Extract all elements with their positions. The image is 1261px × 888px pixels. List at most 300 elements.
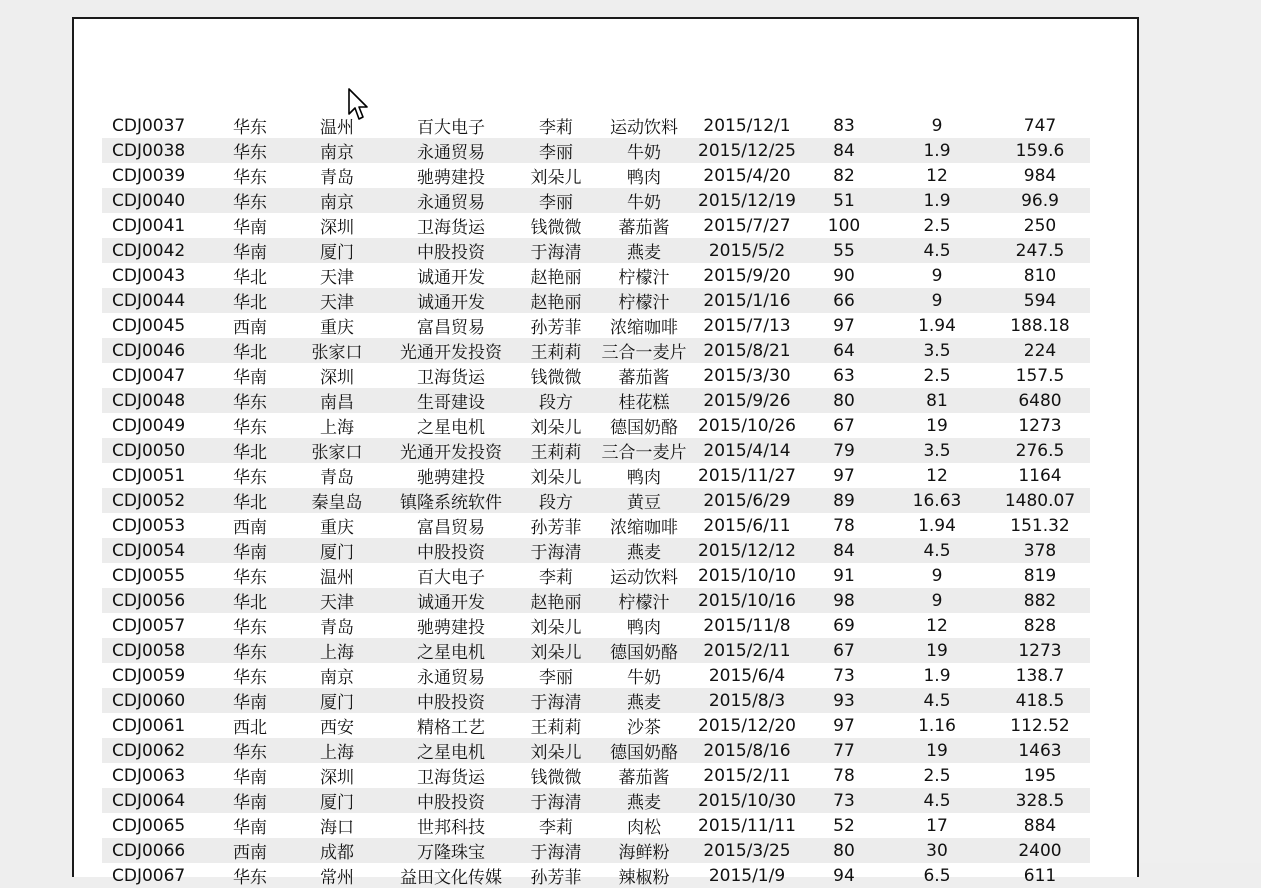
- table-row: [102, 113, 1090, 138]
- cell-date: 2015/6/4: [708, 665, 786, 686]
- cell-qty: 89: [804, 488, 884, 513]
- cell-region: 华南: [214, 788, 286, 813]
- cell-price: 3.5: [884, 338, 990, 363]
- cell-person: 赵艳丽: [514, 288, 598, 313]
- table-row: [102, 588, 1090, 613]
- cell-id: CDJ0043: [112, 265, 186, 286]
- cell-amount: 418.5: [990, 688, 1090, 713]
- cell-qty: 63: [833, 365, 855, 386]
- cell-price: 17: [926, 815, 948, 836]
- cell-region: 华北: [214, 438, 286, 463]
- cell-date: 2015/12/25: [690, 138, 804, 163]
- cell-product: 三合一麦片: [598, 338, 690, 363]
- cell-company: 益田文化传媒: [400, 868, 502, 888]
- cell-id: CDJ0060: [102, 688, 214, 713]
- cell-amount: 882: [990, 588, 1090, 613]
- cell-qty: 100: [827, 215, 861, 236]
- cell-amount: 1463: [990, 738, 1090, 763]
- cell-qty: 98: [804, 588, 884, 613]
- cell-amount: 1273: [1018, 415, 1062, 436]
- cell-amount: 6480: [990, 388, 1090, 413]
- cell-region: 西南: [233, 318, 267, 338]
- cell-region: 华北: [214, 288, 286, 313]
- cell-id: CDJ0064: [102, 788, 214, 813]
- cell-qty: 97: [833, 315, 855, 336]
- cell-company: 中股投资: [388, 238, 514, 263]
- cell-amount: 884: [1023, 815, 1057, 836]
- cell-person: 刘朵儿: [530, 468, 582, 488]
- cell-amount: 378: [990, 538, 1090, 563]
- cell-city: 深圳: [320, 768, 354, 788]
- cell-id: CDJ0037: [112, 115, 186, 136]
- cell-person: 于海清: [514, 838, 598, 863]
- cell-city: 重庆: [320, 518, 354, 538]
- cell-city: 温州: [320, 118, 354, 138]
- cell-company: 富昌贸易: [417, 318, 485, 338]
- cell-id: CDJ0066: [102, 838, 214, 863]
- cell-city: 上海: [286, 738, 388, 763]
- cell-region: 西北: [233, 718, 267, 738]
- cell-product: 肉松: [627, 818, 661, 838]
- print-preview-page: [72, 17, 1139, 888]
- cell-price: 19: [926, 415, 948, 436]
- cell-company: 生哥建设: [388, 388, 514, 413]
- cell-id: CDJ0047: [112, 365, 186, 386]
- table-row: [102, 313, 1090, 338]
- cell-city: 温州: [320, 568, 354, 588]
- cell-region: 华北: [214, 338, 286, 363]
- cell-company: 中股投资: [388, 538, 514, 563]
- cell-product: 海鲜粉: [598, 838, 690, 863]
- table-row: [102, 863, 1090, 888]
- cell-date: 2015/3/30: [703, 365, 791, 386]
- table-row: [102, 363, 1090, 388]
- cell-amount: 984: [1023, 165, 1057, 186]
- cell-price: 19: [884, 738, 990, 763]
- cell-id: CDJ0049: [112, 415, 186, 436]
- cell-price: 2.5: [923, 365, 951, 386]
- table-row: [102, 663, 1090, 688]
- cell-product: 燕麦: [598, 688, 690, 713]
- cell-qty: 93: [804, 688, 884, 713]
- cell-company: 驰骋建投: [417, 618, 485, 638]
- cell-amount: 250: [1023, 215, 1057, 236]
- cell-company: 卫海货运: [417, 768, 485, 788]
- cell-price: 4.5: [884, 688, 990, 713]
- cell-company: 驰骋建投: [417, 168, 485, 188]
- cell-date: 2015/3/25: [690, 838, 804, 863]
- cell-person: 钱微微: [530, 218, 582, 238]
- cell-id: CDJ0040: [102, 188, 214, 213]
- cell-company: 百大电子: [417, 118, 485, 138]
- table-row: [102, 463, 1090, 488]
- cell-city: 南京: [320, 668, 354, 688]
- cell-person: 赵艳丽: [530, 268, 582, 288]
- cell-price: 12: [926, 465, 948, 486]
- cell-person: 孙芳菲: [530, 868, 582, 888]
- cell-city: 深圳: [320, 218, 354, 238]
- cell-product: 燕麦: [598, 788, 690, 813]
- cell-region: 华东: [233, 618, 267, 638]
- cell-company: 中股投资: [388, 788, 514, 813]
- window-background: [1140, 0, 1261, 863]
- cell-city: 上海: [320, 418, 354, 438]
- cell-person: 刘朵儿: [530, 618, 582, 638]
- cell-city: 张家口: [286, 338, 388, 363]
- cell-price: 1.9: [923, 665, 951, 686]
- cell-person: 钱微微: [530, 368, 582, 388]
- cell-city: 张家口: [286, 438, 388, 463]
- cell-id: CDJ0065: [112, 815, 186, 836]
- cell-company: 之星电机: [417, 418, 485, 438]
- cell-product: 蕃茄酱: [618, 218, 670, 238]
- cell-id: CDJ0039: [112, 165, 186, 186]
- cell-product: 黄豆: [598, 488, 690, 513]
- cell-price: 1.9: [884, 138, 990, 163]
- cell-person: 王莉莉: [514, 338, 598, 363]
- cell-city: 青岛: [320, 618, 354, 638]
- cell-product: 牛奶: [598, 138, 690, 163]
- cell-qty: 83: [833, 115, 855, 136]
- cell-product: 鸭肉: [627, 468, 661, 488]
- cell-id: CDJ0042: [102, 238, 214, 263]
- cell-region: 西南: [214, 838, 286, 863]
- cell-id: CDJ0056: [102, 588, 214, 613]
- table-row: [102, 288, 1090, 313]
- cell-price: 9: [931, 265, 943, 286]
- cell-region: 华东: [214, 188, 286, 213]
- cell-region: 华南: [233, 768, 267, 788]
- cell-amount: 819: [1023, 565, 1057, 586]
- cell-city: 海口: [320, 818, 354, 838]
- cell-amount: 2400: [990, 838, 1090, 863]
- cell-city: 秦皇岛: [286, 488, 388, 513]
- table-row: [102, 738, 1090, 763]
- cell-person: 赵艳丽: [514, 588, 598, 613]
- cell-company: 百大电子: [417, 568, 485, 588]
- cell-qty: 84: [804, 138, 884, 163]
- cell-qty: 67: [804, 638, 884, 663]
- cell-company: 永通贸易: [388, 138, 514, 163]
- cell-city: 青岛: [320, 168, 354, 188]
- cell-price: 1.94: [918, 515, 956, 536]
- cell-qty: 84: [804, 538, 884, 563]
- cell-product: 桂花糕: [598, 388, 690, 413]
- cell-product: 德国奶酪: [598, 638, 690, 663]
- cell-id: CDJ0053: [112, 515, 186, 536]
- cell-date: 2015/7/27: [703, 215, 791, 236]
- cell-product: 鸭肉: [627, 168, 661, 188]
- table-row: [102, 688, 1090, 713]
- cell-amount: 611: [1023, 865, 1057, 886]
- cell-date: 2015/10/16: [690, 588, 804, 613]
- table-row: [102, 838, 1090, 863]
- cell-city: 厦门: [286, 688, 388, 713]
- cell-date: 2015/12/1: [703, 115, 791, 136]
- cell-id: CDJ0044: [102, 288, 214, 313]
- cell-person: 李丽: [539, 668, 573, 688]
- cell-date: 2015/5/2: [690, 238, 804, 263]
- cell-date: 2015/9/26: [690, 388, 804, 413]
- cell-amount: 810: [1023, 265, 1057, 286]
- cell-id: CDJ0067: [112, 865, 186, 886]
- cell-region: 华东: [214, 138, 286, 163]
- cell-qty: 67: [833, 415, 855, 436]
- cell-id: CDJ0062: [102, 738, 214, 763]
- cell-company: 诚通开发: [388, 588, 514, 613]
- cell-product: 浓缩咖啡: [610, 518, 678, 538]
- cell-price: 30: [884, 838, 990, 863]
- cell-product: 柠檬汁: [598, 588, 690, 613]
- cell-company: 永通贸易: [417, 668, 485, 688]
- cell-person: 于海清: [514, 538, 598, 563]
- cell-city: 南昌: [286, 388, 388, 413]
- cell-date: 2015/9/20: [703, 265, 791, 286]
- cell-amount: 594: [990, 288, 1090, 313]
- table-row: [102, 138, 1090, 163]
- cell-price: 9: [931, 565, 943, 586]
- data-table: [102, 113, 1090, 888]
- cell-company: 驰骋建投: [417, 468, 485, 488]
- cell-price: 2.5: [923, 765, 951, 786]
- cell-qty: 78: [833, 765, 855, 786]
- cell-company: 万隆珠宝: [388, 838, 514, 863]
- cell-qty: 73: [833, 665, 855, 686]
- table-row: [102, 613, 1090, 638]
- cell-date: 2015/8/3: [690, 688, 804, 713]
- cell-person: 孙芳菲: [530, 518, 582, 538]
- cell-qty: 64: [804, 338, 884, 363]
- cell-price: 12: [926, 165, 948, 186]
- cell-company: 诚通开发: [388, 288, 514, 313]
- cell-person: 王莉莉: [514, 438, 598, 463]
- cell-qty: 97: [833, 715, 855, 736]
- table-row: [102, 538, 1090, 563]
- cell-region: 华南: [233, 218, 267, 238]
- cell-company: 世邦科技: [417, 818, 485, 838]
- table-row: [102, 638, 1090, 663]
- cell-amount: 247.5: [990, 238, 1090, 263]
- cell-date: 2015/7/13: [703, 315, 791, 336]
- table-row: [102, 813, 1090, 838]
- table-body: [102, 113, 1090, 888]
- cell-person: 刘朵儿: [514, 738, 598, 763]
- table-row: [102, 163, 1090, 188]
- cell-price: 19: [884, 638, 990, 663]
- cell-region: 华南: [214, 688, 286, 713]
- cell-product: 德国奶酪: [610, 418, 678, 438]
- cell-person: 钱微微: [530, 768, 582, 788]
- cell-id: CDJ0038: [102, 138, 214, 163]
- cell-date: 2015/10/30: [690, 788, 804, 813]
- cell-person: 于海清: [514, 238, 598, 263]
- cell-region: 华南: [233, 368, 267, 388]
- cell-id: CDJ0052: [102, 488, 214, 513]
- cell-date: 2015/12/20: [698, 715, 796, 736]
- cell-price: 1.16: [918, 715, 956, 736]
- cell-qty: 94: [833, 865, 855, 886]
- cell-id: CDJ0045: [112, 315, 186, 336]
- cell-date: 2015/8/16: [690, 738, 804, 763]
- cell-qty: 69: [833, 615, 855, 636]
- cell-person: 于海清: [514, 788, 598, 813]
- cell-company: 之星电机: [388, 738, 514, 763]
- cell-city: 西安: [320, 718, 354, 738]
- cell-price: 6.5: [923, 865, 951, 886]
- cell-person: 李丽: [514, 138, 598, 163]
- cell-qty: 73: [804, 788, 884, 813]
- cell-company: 卫海货运: [417, 218, 485, 238]
- cell-amount: 747: [1023, 115, 1057, 136]
- cell-person: 李丽: [514, 188, 598, 213]
- cell-amount: 276.5: [990, 438, 1090, 463]
- cell-person: 于海清: [514, 688, 598, 713]
- table-row: [102, 438, 1090, 463]
- cell-price: 4.5: [884, 788, 990, 813]
- cell-qty: 77: [804, 738, 884, 763]
- cell-product: 牛奶: [627, 668, 661, 688]
- cell-region: 华东: [233, 568, 267, 588]
- cell-region: 华北: [214, 588, 286, 613]
- cell-id: CDJ0048: [102, 388, 214, 413]
- cell-price: 81: [884, 388, 990, 413]
- cell-city: 南京: [286, 188, 388, 213]
- cell-qty: 82: [833, 165, 855, 186]
- cell-person: 李莉: [539, 568, 573, 588]
- cell-company: 富昌贸易: [417, 518, 485, 538]
- cell-id: CDJ0046: [102, 338, 214, 363]
- cell-person: 李莉: [539, 818, 573, 838]
- cell-qty: 80: [804, 388, 884, 413]
- cell-id: CDJ0051: [112, 465, 186, 486]
- cell-product: 燕麦: [598, 538, 690, 563]
- cell-qty: 66: [804, 288, 884, 313]
- table-row: [102, 563, 1090, 588]
- cell-region: 华东: [214, 638, 286, 663]
- cell-price: 3.5: [884, 438, 990, 463]
- cell-amount: 138.7: [1015, 665, 1065, 686]
- cell-id: CDJ0058: [102, 638, 214, 663]
- cell-date: 2015/11/8: [703, 615, 791, 636]
- cell-region: 华南: [214, 538, 286, 563]
- table-row: [102, 488, 1090, 513]
- cell-region: 华东: [214, 738, 286, 763]
- cell-company: 光通开发投资: [388, 338, 514, 363]
- cell-price: 4.5: [884, 538, 990, 563]
- cell-id: CDJ0055: [112, 565, 186, 586]
- cell-amount: 1273: [990, 638, 1090, 663]
- cell-qty: 79: [804, 438, 884, 463]
- cell-region: 华东: [214, 388, 286, 413]
- cell-product: 柠檬汁: [618, 268, 670, 288]
- cell-date: 2015/12/19: [690, 188, 804, 213]
- cell-product: 牛奶: [598, 188, 690, 213]
- cell-product: 柠檬汁: [598, 288, 690, 313]
- cell-date: 2015/4/20: [703, 165, 791, 186]
- cell-amount: 195: [1023, 765, 1057, 786]
- cell-id: CDJ0057: [112, 615, 186, 636]
- cell-region: 华北: [214, 488, 286, 513]
- cell-product: 沙茶: [627, 718, 661, 738]
- cell-amount: 188.18: [1010, 315, 1070, 336]
- cell-product: 蕃茄酱: [618, 368, 670, 388]
- cell-person: 刘朵儿: [514, 638, 598, 663]
- cell-person: 李莉: [539, 118, 573, 138]
- cell-date: 2015/12/12: [690, 538, 804, 563]
- cell-date: 2015/10/10: [698, 565, 796, 586]
- cell-price: 16.63: [884, 488, 990, 513]
- cell-date: 2015/11/11: [698, 815, 796, 836]
- cell-product: 三合一麦片: [598, 438, 690, 463]
- cell-product: 蕃茄酱: [618, 768, 670, 788]
- cell-company: 之星电机: [388, 638, 514, 663]
- cell-person: 孙芳菲: [530, 318, 582, 338]
- cell-company: 中股投资: [388, 688, 514, 713]
- cell-product: 运动饮料: [610, 118, 678, 138]
- cell-company: 镇隆系统软件: [388, 488, 514, 513]
- cell-price: 1.9: [884, 188, 990, 213]
- cell-price: 9: [884, 288, 990, 313]
- cell-price: 9: [931, 115, 943, 136]
- table-row: [102, 188, 1090, 213]
- cell-date: 2015/1/16: [690, 288, 804, 313]
- cell-id: CDJ0041: [112, 215, 186, 236]
- cell-date: 2015/6/29: [690, 488, 804, 513]
- cell-product: 燕麦: [598, 238, 690, 263]
- cell-date: 2015/8/21: [690, 338, 804, 363]
- cell-city: 天津: [286, 288, 388, 313]
- cell-person: 段方: [514, 388, 598, 413]
- cell-city: 重庆: [320, 318, 354, 338]
- cell-company: 诚通开发: [417, 268, 485, 288]
- cell-product: 辣椒粉: [618, 868, 670, 888]
- cell-date: 2015/4/14: [690, 438, 804, 463]
- cell-city: 常州: [320, 868, 354, 888]
- cell-city: 青岛: [320, 468, 354, 488]
- cell-city: 南京: [286, 138, 388, 163]
- cell-id: CDJ0061: [112, 715, 186, 736]
- cell-date: 2015/1/9: [708, 865, 786, 886]
- cell-id: CDJ0063: [112, 765, 186, 786]
- cell-price: 4.5: [884, 238, 990, 263]
- cell-product: 德国奶酪: [598, 738, 690, 763]
- cell-company: 卫海货运: [417, 368, 485, 388]
- table-row: [102, 238, 1090, 263]
- cell-city: 成都: [286, 838, 388, 863]
- cell-product: 鸭肉: [627, 618, 661, 638]
- table-row: [102, 763, 1090, 788]
- table-row: [102, 713, 1090, 738]
- table-row: [102, 513, 1090, 538]
- table-row: [102, 338, 1090, 363]
- cell-product: 浓缩咖啡: [610, 318, 678, 338]
- cell-date: 2015/2/11: [690, 638, 804, 663]
- cell-product: 运动饮料: [610, 568, 678, 588]
- cell-qty: 78: [833, 515, 855, 536]
- cell-qty: 52: [833, 815, 855, 836]
- cell-city: 厦门: [286, 538, 388, 563]
- cell-city: 天津: [286, 588, 388, 613]
- cell-price: 12: [926, 615, 948, 636]
- table-row: [102, 413, 1090, 438]
- cell-person: 刘朵儿: [530, 168, 582, 188]
- cell-amount: 1164: [1018, 465, 1062, 486]
- cell-date: 2015/10/26: [698, 415, 796, 436]
- cell-region: 华东: [233, 468, 267, 488]
- cell-price: 1.94: [918, 315, 956, 336]
- table-row: [102, 263, 1090, 288]
- cell-city: 天津: [320, 268, 354, 288]
